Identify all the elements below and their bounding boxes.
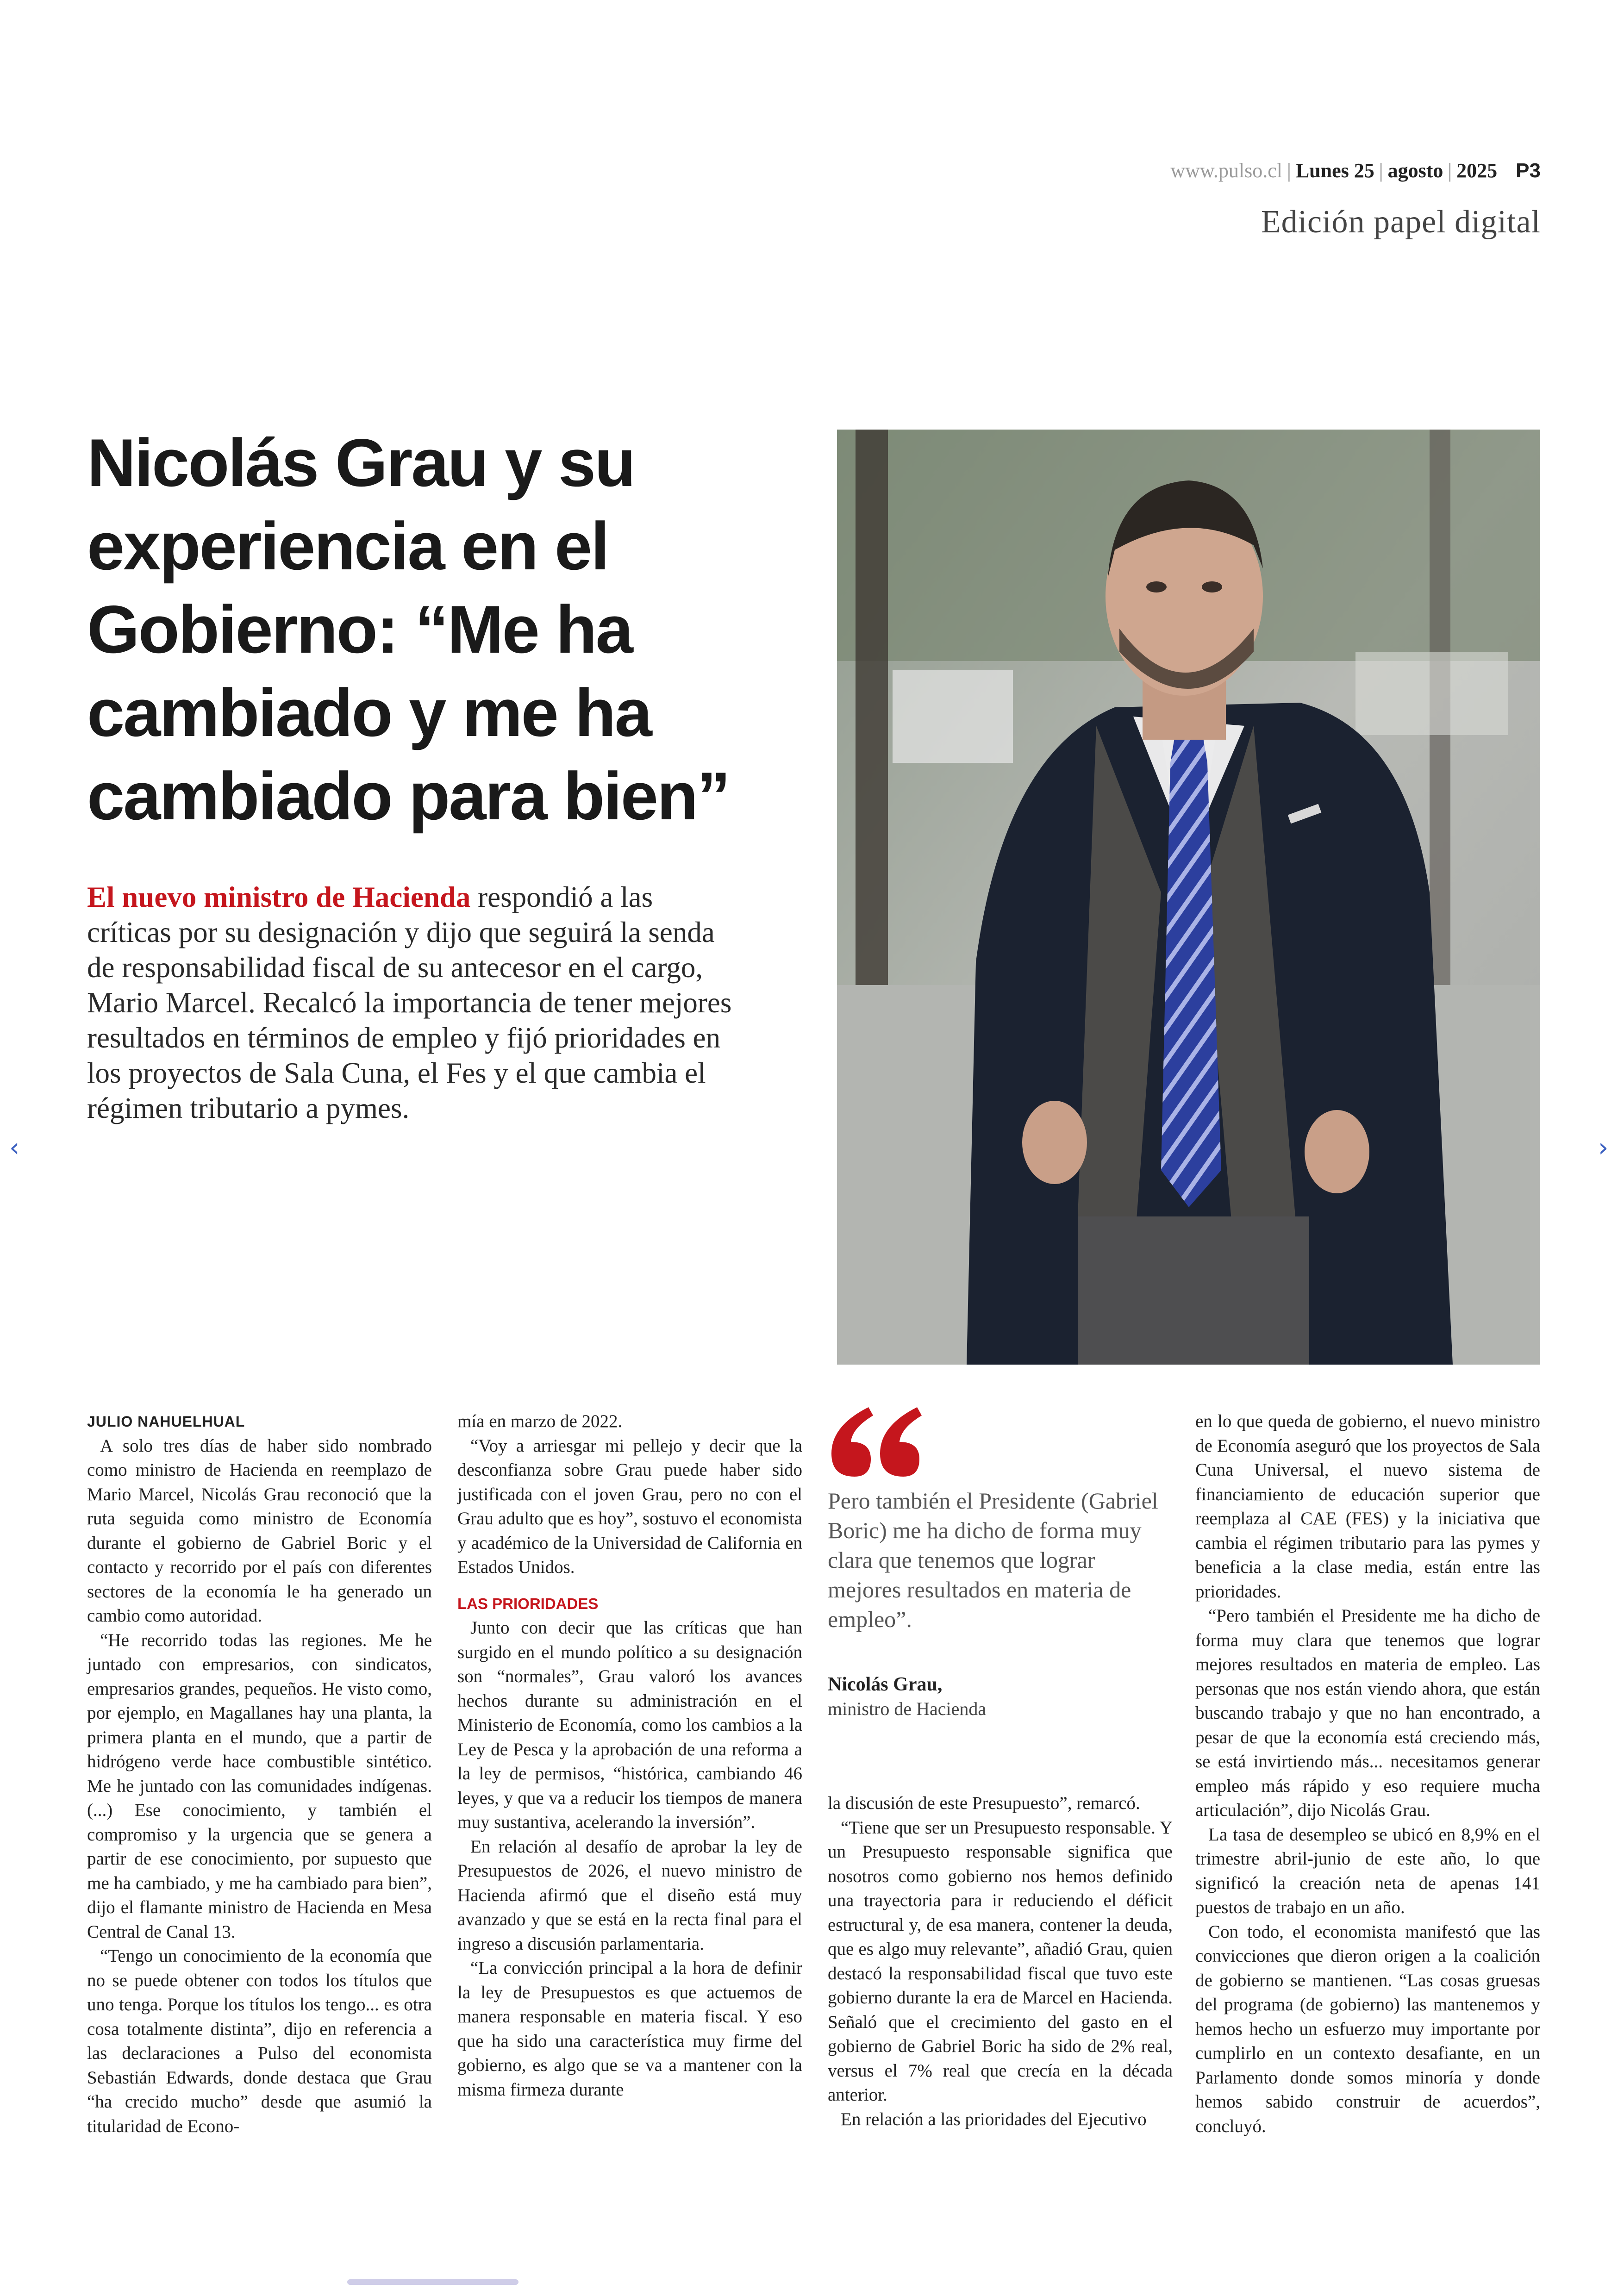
quote-mark-icon	[827, 1403, 929, 1484]
article-column-2	[457, 1409, 802, 2102]
lead-line: los proyectos de Sala Cuna, el Fes y el que cambia el	[87, 1057, 706, 1089]
article-headline	[87, 421, 791, 838]
paragraph: “Tiene que ser un Presupuesto responsable. Y un Presupuesto responsable significa que nosotros como gobierno nos hemos definido una trayectoria para ir reduciendo el déficit estructural y, de esa manera, contener la deuda, que es algo muy relevante”, añadió Grau, quien destacó la responsabilidad fiscal que tuvo este gobierno durante la era de Marcel en Hacienda. Señaló que el crecimiento del gasto en el gobierno de Gabriel Boric ha sido de 2% real, versus el 7% real que crecía en la década anterior.	[828, 1817, 1173, 2105]
headline-line: cambiado y me ha	[87, 675, 651, 750]
article-column-3	[828, 1791, 1173, 2132]
headline-line: Gobierno: “Me ha	[87, 592, 632, 667]
article-lead	[87, 879, 809, 1126]
paragraph: en lo que queda de gobierno, el nuevo ministro de Economía aseguró que los proyectos de Sala Cuna Universal, el nuevo sistema de financiamiento de educación superior que reemplaza al CAE (FES) y la iniciativa que cambia el régimen tributario para las pymes y beneficia a la clase media, están entre las prioridades.	[1195, 1411, 1540, 1602]
paragraph: “He recorrido todas las regiones. Me he juntado con empresarios, con sindicatos, empresarios grandes, pequeños. He visto como, por ejemplo, en Magallanes hay una planta, la primera planta en el mundo, que a partir de hidrógeno verde hace combustible sintético. Me he juntado con las comunidades indígenas. (...) Ese conocimiento, y también el compromiso y la urgencia que se genera a partir de ese conocimiento, por supuesto que me ha cambiado, y me ha cambiado para bien”, dijo el flamante ministro de Hacienda en Mesa Central de Canal 13.	[87, 1630, 432, 1942]
edition-label: Edición papel digital	[1261, 204, 1541, 240]
paragraph: Junto con decir que las críticas que han surgido en el mundo político a su designación son “normales”, Grau valoró los avances hechos durante su administración en el Ministerio de Economía, como los cambios a la Ley de Pesca y la aprobación de una reforma a la ley de permisos, “histórica, cambiando 46 leyes, y que va a reducir los tiempos de manera muy sustantiva, acelerando la inversión”.	[457, 1618, 802, 1832]
lead-text: respondió a las	[470, 881, 653, 913]
lead-line: Mario Marcel. Recalcó la importancia de tener mejores	[87, 986, 732, 1019]
byline: JULIO NAHUELHUAL	[87, 1413, 245, 1430]
paragraph: “La convicción principal a la hora de definir la ley de Presupuestos es que actuemos de manera responsable en materia fiscal. Y eso que ha sido una característica muy firme del gobierno, es algo que se va a mantener con la misma firmeza durante	[457, 1958, 802, 2100]
site-url: www.pulso.cl	[1170, 159, 1282, 182]
headline-line: Nicolás Grau y su	[87, 425, 635, 500]
article-photo	[837, 430, 1540, 1365]
pull-quote-author: Nicolás Grau,	[828, 1674, 943, 1695]
paragraph: En relación a las prioridades del Ejecutivo	[841, 2109, 1147, 2129]
paragraph: “Tengo un conocimiento de la economía que no se puede obtener con todos los títulos que uno tenga. Porque los títulos los tengo... es otra cosa totalmente distinta”, dijo en referencia a las declaraciones a Pulso del economista Sebastián Edwards, donde destaca que Grau “ha crecido mucho” desde que asumió la titularidad de Econo-	[87, 1946, 432, 2136]
chevron-right-icon[interactable]: ›	[1598, 1133, 1609, 1163]
section-subhead: LAS PRIORIDADES	[457, 1595, 599, 1612]
headline-line: experiencia en el	[87, 508, 608, 584]
header-day: Lunes 25	[1295, 159, 1374, 182]
page-number: P3	[1516, 159, 1541, 182]
pull-quote-text: Pero también el Presidente (Gabriel Boric) me ha dicho de forma muy clara que tenemos que lograr mejores resultados en materia de empleo”.	[828, 1488, 1158, 1632]
chevron-left-icon[interactable]: ‹	[9, 1133, 20, 1163]
page-header-meta: www.pulso.cl | Lunes 25 | agosto | 2025 P3	[1170, 159, 1541, 182]
lead-line: resultados en términos de empleo y fijó prioridades en	[87, 1022, 721, 1054]
scroll-progress-bar[interactable]	[347, 2279, 518, 2285]
lead-line: críticas por su designación y dijo que seguirá la senda	[87, 916, 715, 948]
headline-line: cambiado para bien”	[87, 758, 730, 834]
pull-quote-role: ministro de Hacienda	[828, 1698, 987, 1719]
paragraph: “Voy a arriesgar mi pellejo y decir que la desconfianza sobre Grau puede haber sido justificada con el joven Grau, pero no con el Grau adulto que es hoy”, sostuvo el economista y académico de la Universidad de California en Estados Unidos.	[457, 1435, 802, 1577]
paragraph: La tasa de desempleo se ubicó en 8,9% en el trimestre abril-junio de este año, lo que significó la creación neta de apenas 141 puestos de trabajo en un año.	[1195, 1824, 1540, 1917]
paragraph: mía en marzo de 2022.	[457, 1411, 623, 1431]
paragraph: En relación al desafío de aprobar la ley de Presupuestos de 2026, el nuevo ministro de Hacienda afirmó que el diseño está muy avanzado y que se está en la recta final para el ingreso a discusión parlamentaria.	[457, 1836, 802, 1954]
paragraph: Con todo, el economista manifestó que las convicciones que dieron origen a la coalición de gobierno se mantienen. “Las cosas gruesas del programa (de gobierno) las mantenemos y hemos hecho un esfuerzo muy importante por cumplirlo en un contexto desafiante, en un Parlamento donde somos minoría y donde hemos sabido construir de acuerdos”, concluyó.	[1195, 1921, 1540, 2136]
lead-line: de responsabilidad fiscal de su antecesor en el cargo,	[87, 951, 703, 984]
article-column-1	[87, 1409, 432, 2139]
lead-highlight: El nuevo ministro de Hacienda	[87, 881, 471, 913]
paragraph: la discusión de este Presupuesto”, remarcó.	[828, 1793, 1140, 1813]
lead-line: régimen tributario a pymes.	[87, 1092, 410, 1124]
paragraph: A solo tres días de haber sido nombrado como ministro de Hacienda en reemplazo de Mario Marcel, Nicolás Grau reconoció que la ruta seguida como ministro de Economía durante el gobierno de Gabriel Boric y el contacto y recorrido por el país con diferentes sectores de la economía le ha generado un cambio como autoridad.	[87, 1435, 432, 1626]
paragraph: “Pero también el Presidente me ha dicho de forma muy clara que tenemos que lograr mejores resultados en materia de empleo. Las personas que nos están viendo ahora, que están buscando trabajo y que no han encontrado, a pesar de que la economía está creciendo más, se está invirtiendo más... necesitamos generar empleo más rápido y eso requiere mucha articulación”, dijo Nicolás Grau.	[1195, 1606, 1540, 1820]
header-month: agosto	[1387, 159, 1443, 182]
article-column-4	[1195, 1409, 1540, 2139]
header-year: 2025	[1456, 159, 1498, 182]
